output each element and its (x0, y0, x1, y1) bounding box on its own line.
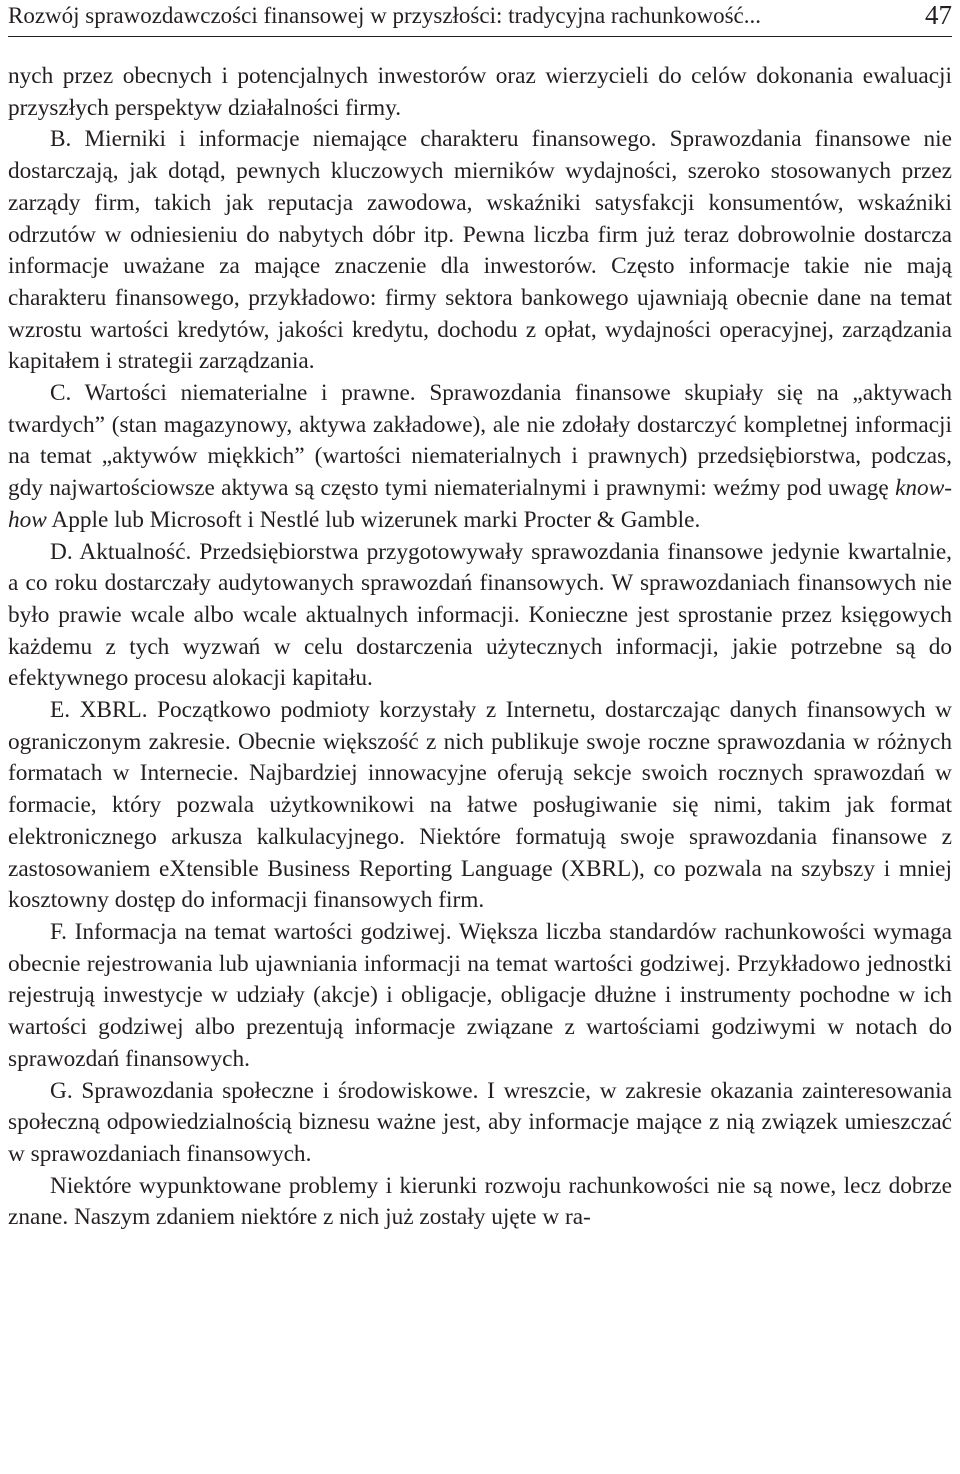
paragraph-e-xbrl: E. XBRL. Początkowo podmioty korzystały z Internetu, dostarczając danych finansowych w ograniczonym zakresie. Obecnie większość z nich publikuje swoje roczne sprawozdania w różnych formatach w Internecie. Najbardziej innowacyjne oferują sekcje swoich rocznych sprawozdań w formacie, który pozwala użytkownikowi na łatwe posługiwanie się nimi, takim jak format elektronicznego arkusza kalkulacyjnego. Niektóre formatują swoje sprawozdania finansowe z zastosowaniem eXtensible Business Reporting Language (XBRL), co pozwala na szybszy i mniej kosztowny dostęp do informacji finansowych firm. (8, 697, 952, 914)
page-number: 47 (925, 0, 952, 30)
paragraph-c-text-end: Apple lub Microsoft i Nestlé lub wizerunek marki Procter & Gamble. (46, 506, 701, 533)
know-how-term: know-how (8, 475, 952, 533)
paragraph-b-nonfinancial-measures: B. Mierniki i informacje niemające charakteru finansowego. Sprawozdania finansowe nie dostarczają, jak dotąd, pewnych kluczowych mierników wydajności, szeroko stosowanych przez zarządy firm, takich jak reputacja zawodowa, wskaźniki satysfakcji konsumentów, wskaźniki odrzutów w odniesieniu do nabytych dóbr itp. Pewna liczba firm już teraz dobrowolnie dostarcza informacje uważane za mające znaczenie dla inwestorów. Często informacje takie nie mają charakteru finansowego, przykładowo: firmy sektora bankowego ujawniają obecnie dane na temat wzrostu wartości kredytów, jakości kredytu, dochodu z opłat, wydajności operacyjnej, zarządzania kapitałem i strategii zarządzania. (8, 126, 952, 375)
running-header (8, 0, 952, 37)
paragraph-f-fair-value: F. Informacja na temat wartości godziwej. Większa liczba standardów rachunkowości wymaga obecnie rejestrowania lub ujawniania informacji na temat wartości godziwej. Przykładowo jednostki rejestrują inwestycje w udziały (akcje) i obligacje, obligacje dłużne i instrumenty pochodne w ich wartości godziwej albo prezentują informacje związane z wartościami godziwymi w notach do sprawozdań finansowych. (8, 918, 952, 1072)
paragraph-c-text: C. Wartości niematerialne i prawne. Sprawozdania finansowe skupiały się na „aktywach twardych” (stan magazynowy, aktywa zakładowe), ale nie zdołały dostarczyć kompletnej informacji na temat „aktywów miękkich” (wartości niematerialnych i prawnych) przedsiębiorstwa, podczas, gdy najwartościowsze aktywa są często tymi niematerialnymi i prawnymi: weźmy pod uwagę (8, 380, 952, 502)
paragraph-continuation: nych przez obecnych i potencjalnych inwestorów oraz wierzycieli do celów dokonania ewaluacji przyszłych perspektyw działalności firmy. (8, 63, 952, 121)
paragraph-d-timeliness: D. Aktualność. Przedsiębiorstwa przygotowywały sprawozdania finansowe jedynie kwartalnie, a co roku dostarczały audytowanych sprawozdań finansowych. W sprawozdaniach finansowych nie było prawie wcale albo wcale aktualnych informacji. Konieczne jest sprostanie przez księgowych każdemu z tych wyzwań w celu dostarczenia użytecznych informacji, jakie potrzebne są do efektywnego procesu alokacji kapitału. (8, 538, 952, 692)
paragraph-c-intangible-assets (8, 378, 952, 537)
running-title: Rozwój sprawozdawczości finansowej w przyszłości: tradycyjna rachunkowość... (8, 3, 762, 28)
document-page (8, 0, 952, 1474)
paragraph-closing: Niektóre wypunktowane problemy i kierunki rozwoju rachunkowości nie są nowe, lecz dobrze znane. Naszym zdaniem niektóre z nich już zostały ujęte w ra- (8, 1172, 952, 1231)
paragraph-g-social-environmental: G. Sprawozdania społeczne i środowiskowe. I wreszcie, w zakresie okazania zainteresowania społeczną odpowiedzialnością biznesu ważne jest, aby informacje mające z nią związek umieszczać w sprawozdaniach finansowych. (8, 1077, 952, 1167)
body-text (8, 61, 952, 1234)
